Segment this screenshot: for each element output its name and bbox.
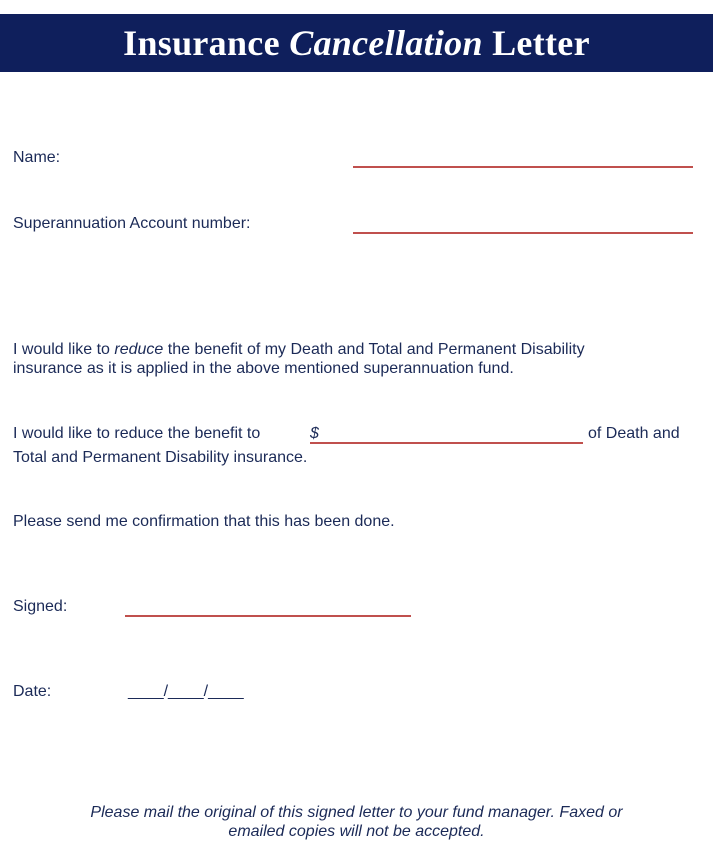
date-label: Date: <box>13 683 52 700</box>
letter-title <box>123 22 590 64</box>
reduce-emphasis: reduce <box>114 341 164 358</box>
signed-label: Signed: <box>13 598 68 615</box>
footer-line1: Please mail the original of this signed letter to your fund manager. Faxed or <box>90 804 623 821</box>
reduce-paragraph-line1 <box>13 340 585 359</box>
name-label: Name: <box>13 149 61 166</box>
benefit-suffix-text: of Death and <box>588 425 680 442</box>
account-number-field-line[interactable] <box>353 232 693 234</box>
letter-header-banner <box>0 14 713 72</box>
title-word-insurance: Insurance <box>123 23 280 63</box>
reduce-paragraph-line2: insurance as it is applied in the above mentioned superannuation fund. <box>13 360 514 377</box>
title-word-cancellation: Cancellation <box>289 23 483 63</box>
reduce-paragraph <box>13 340 585 378</box>
footer-line2: emailed copies will not be accepted. <box>228 823 485 840</box>
benefit-paragraph-line1 <box>13 424 680 443</box>
mailing-instructions-footer <box>0 803 713 841</box>
reduce-rest-text: the benefit of my Death and Total and Permanent Disability <box>167 341 585 358</box>
benefit-currency-symbol: $ <box>310 425 319 442</box>
signature-field-line[interactable] <box>125 615 411 617</box>
benefit-prefix-text: I would like to reduce the benefit to <box>13 425 261 442</box>
reduce-intro-text: I would like to <box>13 341 110 358</box>
account-number-label: Superannuation Account number: <box>13 215 251 232</box>
benefit-paragraph <box>13 424 680 467</box>
benefit-paragraph-line2: Total and Permanent Disability insurance. <box>13 449 308 466</box>
title-word-letter: Letter <box>492 23 590 63</box>
benefit-amount-field-line[interactable] <box>310 442 583 444</box>
date-field-blanks[interactable]: ____/____/____ <box>128 683 244 700</box>
name-field-line[interactable] <box>353 166 693 168</box>
confirmation-text: Please send me confirmation that this has been done. <box>13 513 395 530</box>
